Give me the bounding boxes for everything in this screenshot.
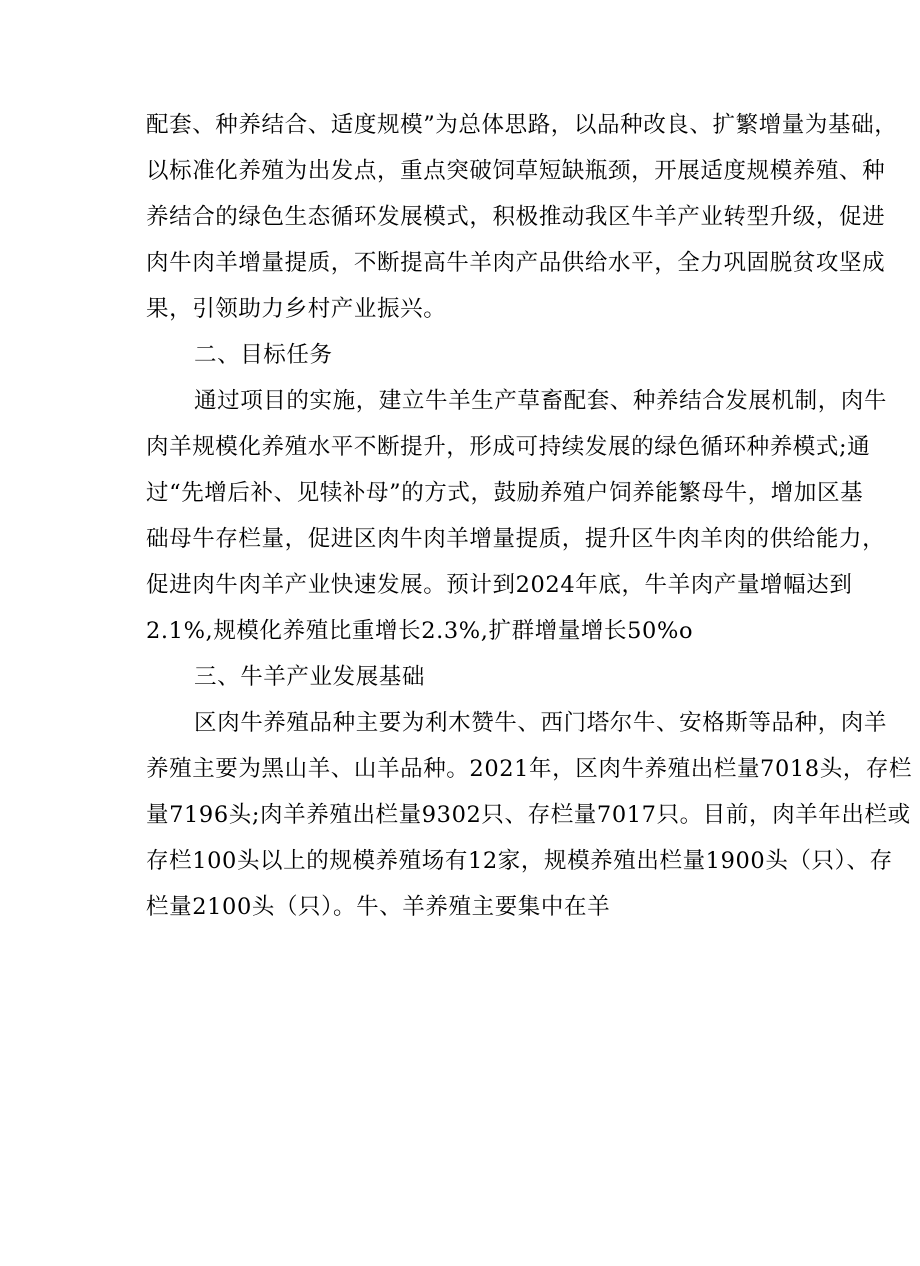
text-line: 量7196头;肉羊养殖出栏量9302只、存栏量7017只。目前，肉羊年出栏或 [146,802,911,828]
text-line: 促进肉牛肉羊产业快速发展。预计到2024年底，牛羊肉产量增幅达到 [146,572,853,598]
text-line: 通过项目的实施，建立牛羊生产草畜配套、种养结合发展机制，肉牛 [194,388,888,414]
text-line: 过“先增后补、见犊补母”的方式，鼓励养殖户饲养能繁母牛，增加区基 [146,480,864,506]
text-line: 础母牛存栏量，促进区肉牛肉羊增量提质，提升区牛肉羊肉的供给能力， [146,526,886,552]
text-line: 肉牛肉羊增量提质，不断提高牛羊肉产品供给水平，全力巩固脱贫攻坚成 [146,250,886,276]
paragraph-goals [146,378,906,654]
document-body [146,102,913,930]
text-line: 果，引领助力乡村产业振兴。 [146,296,447,322]
text-line: 区肉牛养殖品种主要为利木赞牛、西门塔尔牛、安格斯等品种，肉羊 [194,710,888,736]
section-heading-industry-basis: 三、牛羊产业发展基础 [194,664,426,690]
text-line: 2.1%,规模化养殖比重增长2.3%,扩群增量增长50%o [146,618,694,644]
text-line: 以标准化养殖为出发点，重点突破饲草短缺瓶颈，开展适度规模养殖、种 [146,158,886,184]
text-line: 养结合的绿色生态循环发展模式，积极推动我区牛羊产业转型升级，促进 [146,204,886,230]
text-line: 栏量2100头（只）。牛、羊养殖主要集中在羊 [146,894,611,920]
text-line: 养殖主要为黑山羊、山羊品种。2021年，区肉牛养殖出栏量7018头，存栏 [146,756,913,782]
text-line: 配套、种养结合、适度规模”为总体思路，以品种改良、扩繁增量为基础， [146,112,898,138]
paragraph-overall-approach [146,102,906,332]
section-heading-goals: 二、目标任务 [194,342,333,368]
text-line: 肉羊规模化养殖水平不断提升，形成可持续发展的绿色循环种养模式;通 [146,434,871,460]
text-line: 存栏100头以上的规模养殖场有12家，规模养殖出栏量1900头（只）、存 [146,848,893,874]
paragraph-industry-basis [146,700,913,930]
